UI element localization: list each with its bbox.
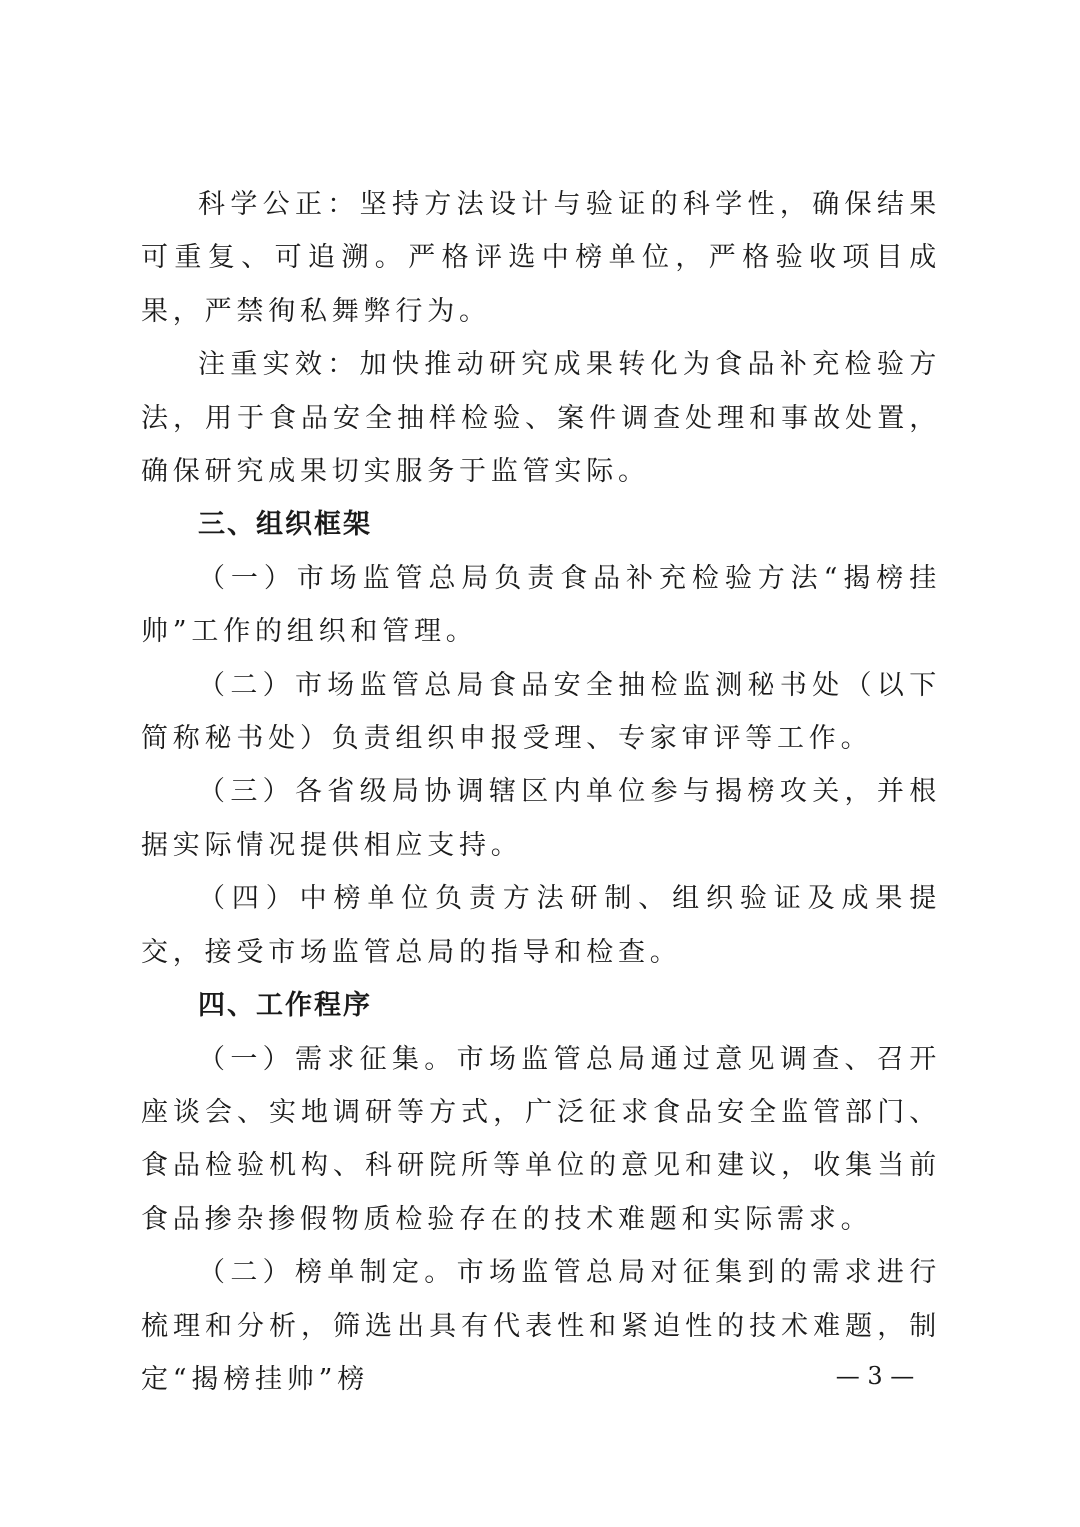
paragraph-scientific-fairness: 科学公正：坚持方法设计与验证的科学性，确保结果可重复、可追溯。严格评选中榜单位，严格验收项目成果，严禁徇私舞弊行为。 xyxy=(141,189,941,327)
page-number: — 3 — xyxy=(835,1362,915,1390)
paragraph-org-item-4: （四）中榜单位负责方法研制、组织验证及成果提交，接受市场监管总局的指导和检查。 xyxy=(141,883,941,968)
paragraph-org-item-1: （一）市场监管总局负责食品补充检验方法“揭榜挂帅”工作的组织和管理。 xyxy=(141,562,941,648)
section-heading-organization: 三、组织框架 xyxy=(198,509,372,541)
paragraph-org-item-3: （三）各省级局协调辖区内单位参与揭榜攻关，并根据实际情况提供相应支持。 xyxy=(141,776,941,861)
paragraph-org-item-2: （二）市场监管总局食品安全抽检监测秘书处（以下简称秘书处）负责组织申报受理、专家审评等工作。 xyxy=(141,669,941,755)
paragraph-procedure-item-1: （一）需求征集。市场监管总局通过意见调查、召开座谈会、实地调研等方式，广泛征求食品安全监管部门、食品检验机构、科研院所等单位的意见和建议，收集当前食品掺杂掺假物质检验存在的技术难题和实际需求。 xyxy=(141,1043,941,1235)
section-heading-procedure: 四、工作程序 xyxy=(198,990,372,1022)
document-body xyxy=(141,178,941,1406)
paragraph-practical-effect: 注重实效：加快推动研究成果转化为食品补充检验方法，用于食品安全抽样检验、案件调查处理和事故处置，确保研究成果切实服务于监管实际。 xyxy=(141,349,941,488)
paragraph-procedure-item-2: （二）榜单制定。市场监管总局对征集到的需求进行梳理和分析，筛选出具有代表性和紧迫性的技术难题，制定“揭榜挂帅”榜 xyxy=(141,1257,941,1395)
